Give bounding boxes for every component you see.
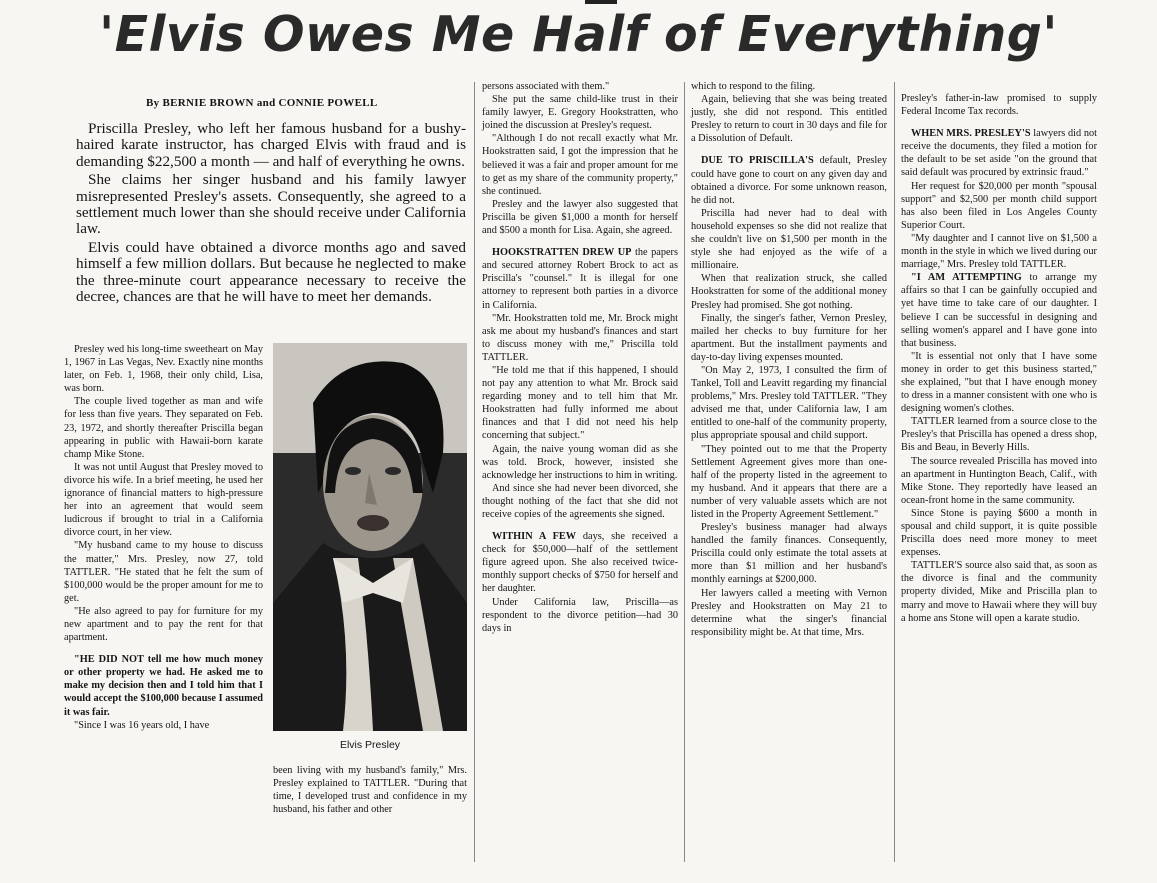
- lead-paragraph: Elvis could have obtained a divorce months ago and saved himself a few million dollars. But because he neglected to make the three-minute court appearance necessary to receive the decree, chances are that he will have to meet her demands.: [76, 238, 466, 306]
- top-ink-mark: [585, 0, 617, 4]
- paragraph: The couple lived together as man and wife for less than five years. They separated on Feb. 23, 1972, and shortly thereafter Priscilla began appearing in public with Hawaii-born karate champ Mike Stone.: [64, 396, 263, 460]
- paragraph: been living with my husband's family," Mrs. Presley explained to TATTLER. "During that time, I developed trust and confidence in my husband, his father and other: [273, 765, 467, 816]
- paragraph: "He told me that if this happened, I should not pay any attention to what Mr. Brock said regarding money and to tell him that Mr. Hookstratten had fully informed me about finances and that I did not need his help concerning that subject.": [482, 364, 678, 442]
- subhead-body: to arrange my affairs so that I can be gainfully occupied and yet have time to take care of our daughter. I believe I can be successful in designing and selling women's apparel and I have gone into that business.: [901, 272, 1097, 349]
- paragraph: "Since I was 16 years old, I have: [74, 719, 210, 731]
- paragraph: TATTLER'S source also said that, as soon as the divorce is final and the community property divided, Mike and Priscilla plan to marry and move to Hawaii where they will buy a home ans Stone will open a karate studio.: [901, 560, 1097, 624]
- column-rule: [894, 82, 895, 862]
- subhead-paragraph: [901, 127, 1097, 179]
- paragraph: Presley's business manager had always handled the family finances. Consequently, Priscilla could only estimate the total assets at more than $1 million and her husband's monthly earnings at $200,000.: [691, 522, 887, 586]
- paragraph: And since she had never been divorced, she thought nothing of the fact that she did not receive copies of the agreements she signed.: [482, 482, 678, 520]
- subhead-body: lawyers did not receive the documents, they filed a motion for the default to be set aside "on the ground that said default was procured by extrinsic fraud.": [901, 128, 1098, 179]
- paragraph: Since Stone is paying $600 a month in spousal and child support, it is quite possible Priscilla does need more money to meet expenses.: [901, 507, 1097, 559]
- paragraph: "It is essential not only that I have some money in order to get this business started," she explained, "but that I have enough money to dress in a manner consistent with one who is designing women's clothes.: [901, 350, 1097, 415]
- paragraph: Priscilla had never had to deal with household expenses so she did not realize that she couldn't live on $1,500 per month in the style she had enjoyed as the wife of a millionaire.: [691, 207, 887, 272]
- subhead-paragraph: [482, 246, 678, 311]
- paragraph: She put the same child-like trust in their family lawyer, E. Gregory Hookstratten, who joined the discussion at Presley's request.: [482, 94, 678, 132]
- paragraph: Her request for $20,000 per month "spousal support" and $2,500 per month child support has also been filed in Los Angeles County Superior Court.: [901, 180, 1097, 231]
- subhead-body: the papers and secured attorney Robert Brock to act as Priscilla's "counsel." It is illegal for one attorney to represent both parties in a divorce in California.: [482, 247, 678, 311]
- lead-paragraphs: [76, 121, 466, 307]
- paragraph: Again, the naive young woman did as she was told. Brock, however, insisted she acknowledge her instructions to him in writing.: [482, 443, 678, 481]
- subhead: WHEN MRS. PRESLEY'S: [911, 128, 1031, 140]
- paragraph: "My daughter and I cannot live on $1,500 a month in the style in which we lived during our marriage," Mrs. Presley told TATTLER.: [901, 232, 1097, 271]
- portrait-illustration: [273, 343, 467, 731]
- paragraph: Under California law, Priscilla—as respondent to the divorce petition—had 30 days in: [482, 596, 678, 634]
- paragraph: "Although I do not recall exactly what Mr. Hookstratten said, I got the impression that he believed it was a fair and proper amount for me to get as my share of the community property," she continued.: [482, 133, 678, 197]
- byline: By BERNIE BROWN and CONNIE POWELL: [146, 97, 378, 109]
- subhead: "HE DID NOT: [74, 654, 144, 666]
- subhead: WITHIN A FEW: [492, 531, 577, 543]
- paragraph: "He also agreed to pay for furniture for my new apartment and to pay the rent for that apartment.: [64, 605, 263, 644]
- paragraph: Again, believing that she was being treated justly, she did not respond. This entitled Presley to return to court in 30 days and file for a Dissolution of Default.: [691, 94, 887, 145]
- subhead-body: default, Presley could have gone to court on any given day and obtained a divorce. For some unknown reason, he did not.: [691, 155, 887, 206]
- subhead: "I AM ATTEMPTING: [911, 272, 1022, 284]
- paragraph: TATTLER learned from a source close to the Presley's that Priscilla has opened a dress shop, Bis and Beau, in Beverly Hills.: [901, 416, 1097, 454]
- paragraph: The source revealed Priscilla has moved into an apartment in Huntington Beach, Calif., with Mike Stone. They reportedly have leased an ocean-front home in the same community.: [901, 455, 1097, 506]
- paragraph: Presley wed his long-time sweetheart on May 1, 1967 in Las Vegas, Nev. Exactly nine months later, on Feb. 1, 1968, their only child, Lisa, was born.: [64, 344, 263, 395]
- column-rule: [684, 82, 685, 862]
- paragraph: "On May 2, 1973, I consulted the firm of Tankel, Toll and Leavitt regarding my financial problems," Mrs. Presley told TATTLER. "They advised me that, under California law, I am entitled to one-half of the community property, plus appropriate spousal and child support.: [691, 364, 887, 442]
- subhead-paragraph: [482, 530, 678, 595]
- paragraph: Her lawyers called a meeting with Vernon Presley and Hookstratten on May 21 to determine what the singer's financial responsibility might be. At that time, Mrs.: [691, 587, 887, 638]
- paragraph: It was not until August that Presley moved to divorce his wife. In a brief meeting, he used her ignorance of financial matters to high-pressure her into an agreement that would seem ludicrous if brought to trial in a California divorce court, in her view.: [64, 461, 263, 539]
- paragraph: "My husband came to my house to discuss the matter," Mrs. Presley, now 27, told TATTLER. "He stated that he felt the sum of $100,000 would be the proper amount for me to get.: [64, 540, 263, 604]
- paragraph: "They pointed out to me that the Property Settlement Agreement gives more than one-half of the property listed in the agreement to my husband. And it appears that there are a number of very valuable assets which are not listed in the Property Agreement Settlement.": [691, 443, 887, 520]
- lead-paragraph: She claims her singer husband and his family lawyer misrepresented Presley's assets. Consequently, she agreed to a settlement much lower than she should receive under California law.: [76, 171, 466, 238]
- subhead-body: days, she received a check for $50,000—half of the settlement figure agreed upon. She also received twice-monthly support checks of $750 for herself and her daughter.: [482, 531, 678, 595]
- paragraph: Presley's father-in-law promised to supply Federal Income Tax records.: [901, 93, 1097, 118]
- paragraph: When that realization struck, she called Hookstratten for some of the additional money Presley had promised. She got nothing.: [691, 273, 887, 311]
- paragraph: persons associated with them.": [482, 81, 610, 92]
- paragraph: which to respond to the filing.: [691, 81, 816, 92]
- column-rule: [474, 82, 475, 862]
- column-2: [273, 764, 467, 816]
- subhead: DUE TO PRISCILLA'S: [701, 155, 814, 167]
- column-3: [482, 80, 678, 635]
- paragraph: Finally, the singer's father, Vernon Presley, mailed her checks to buy furniture for her apartment. But the installment payments and day-to-day living expenses mounted.: [691, 312, 887, 363]
- headline: 'Elvis Owes Me Half of Everything': [99, 6, 1058, 63]
- column-5: [901, 92, 1097, 625]
- paragraph: "Mr. Hookstratten told me, Mr. Brock might ask me about my husband's finances and start to discuss money with me," Priscilla told TATTLER.: [482, 312, 678, 363]
- subhead-paragraph: [64, 653, 263, 718]
- subhead-paragraph: [901, 271, 1097, 350]
- subhead-paragraph: [691, 154, 887, 206]
- photo-caption: Elvis Presley: [339, 739, 401, 751]
- subhead: HOOKSTRATTEN DREW UP: [492, 247, 632, 259]
- column-4: [691, 80, 887, 639]
- column-1: [64, 343, 263, 732]
- elvis-photo: [273, 343, 467, 731]
- paragraph: Presley and the lawyer also suggested that Priscilla be given $1,000 a month for herself and $500 a month for Lisa. Again, she agreed.: [482, 198, 678, 237]
- lead-paragraph: Priscilla Presley, who left her famous husband for a bushy-haired karate instructor, has charged Elvis with fraud and is demanding $22,500 a month — and half of everything he owns.: [76, 120, 466, 170]
- subhead-body: tell me how much money or other property we had. He asked me to make my decision then and I told him that I would accept the $100,000 because I assumed it was fair.: [64, 654, 264, 718]
